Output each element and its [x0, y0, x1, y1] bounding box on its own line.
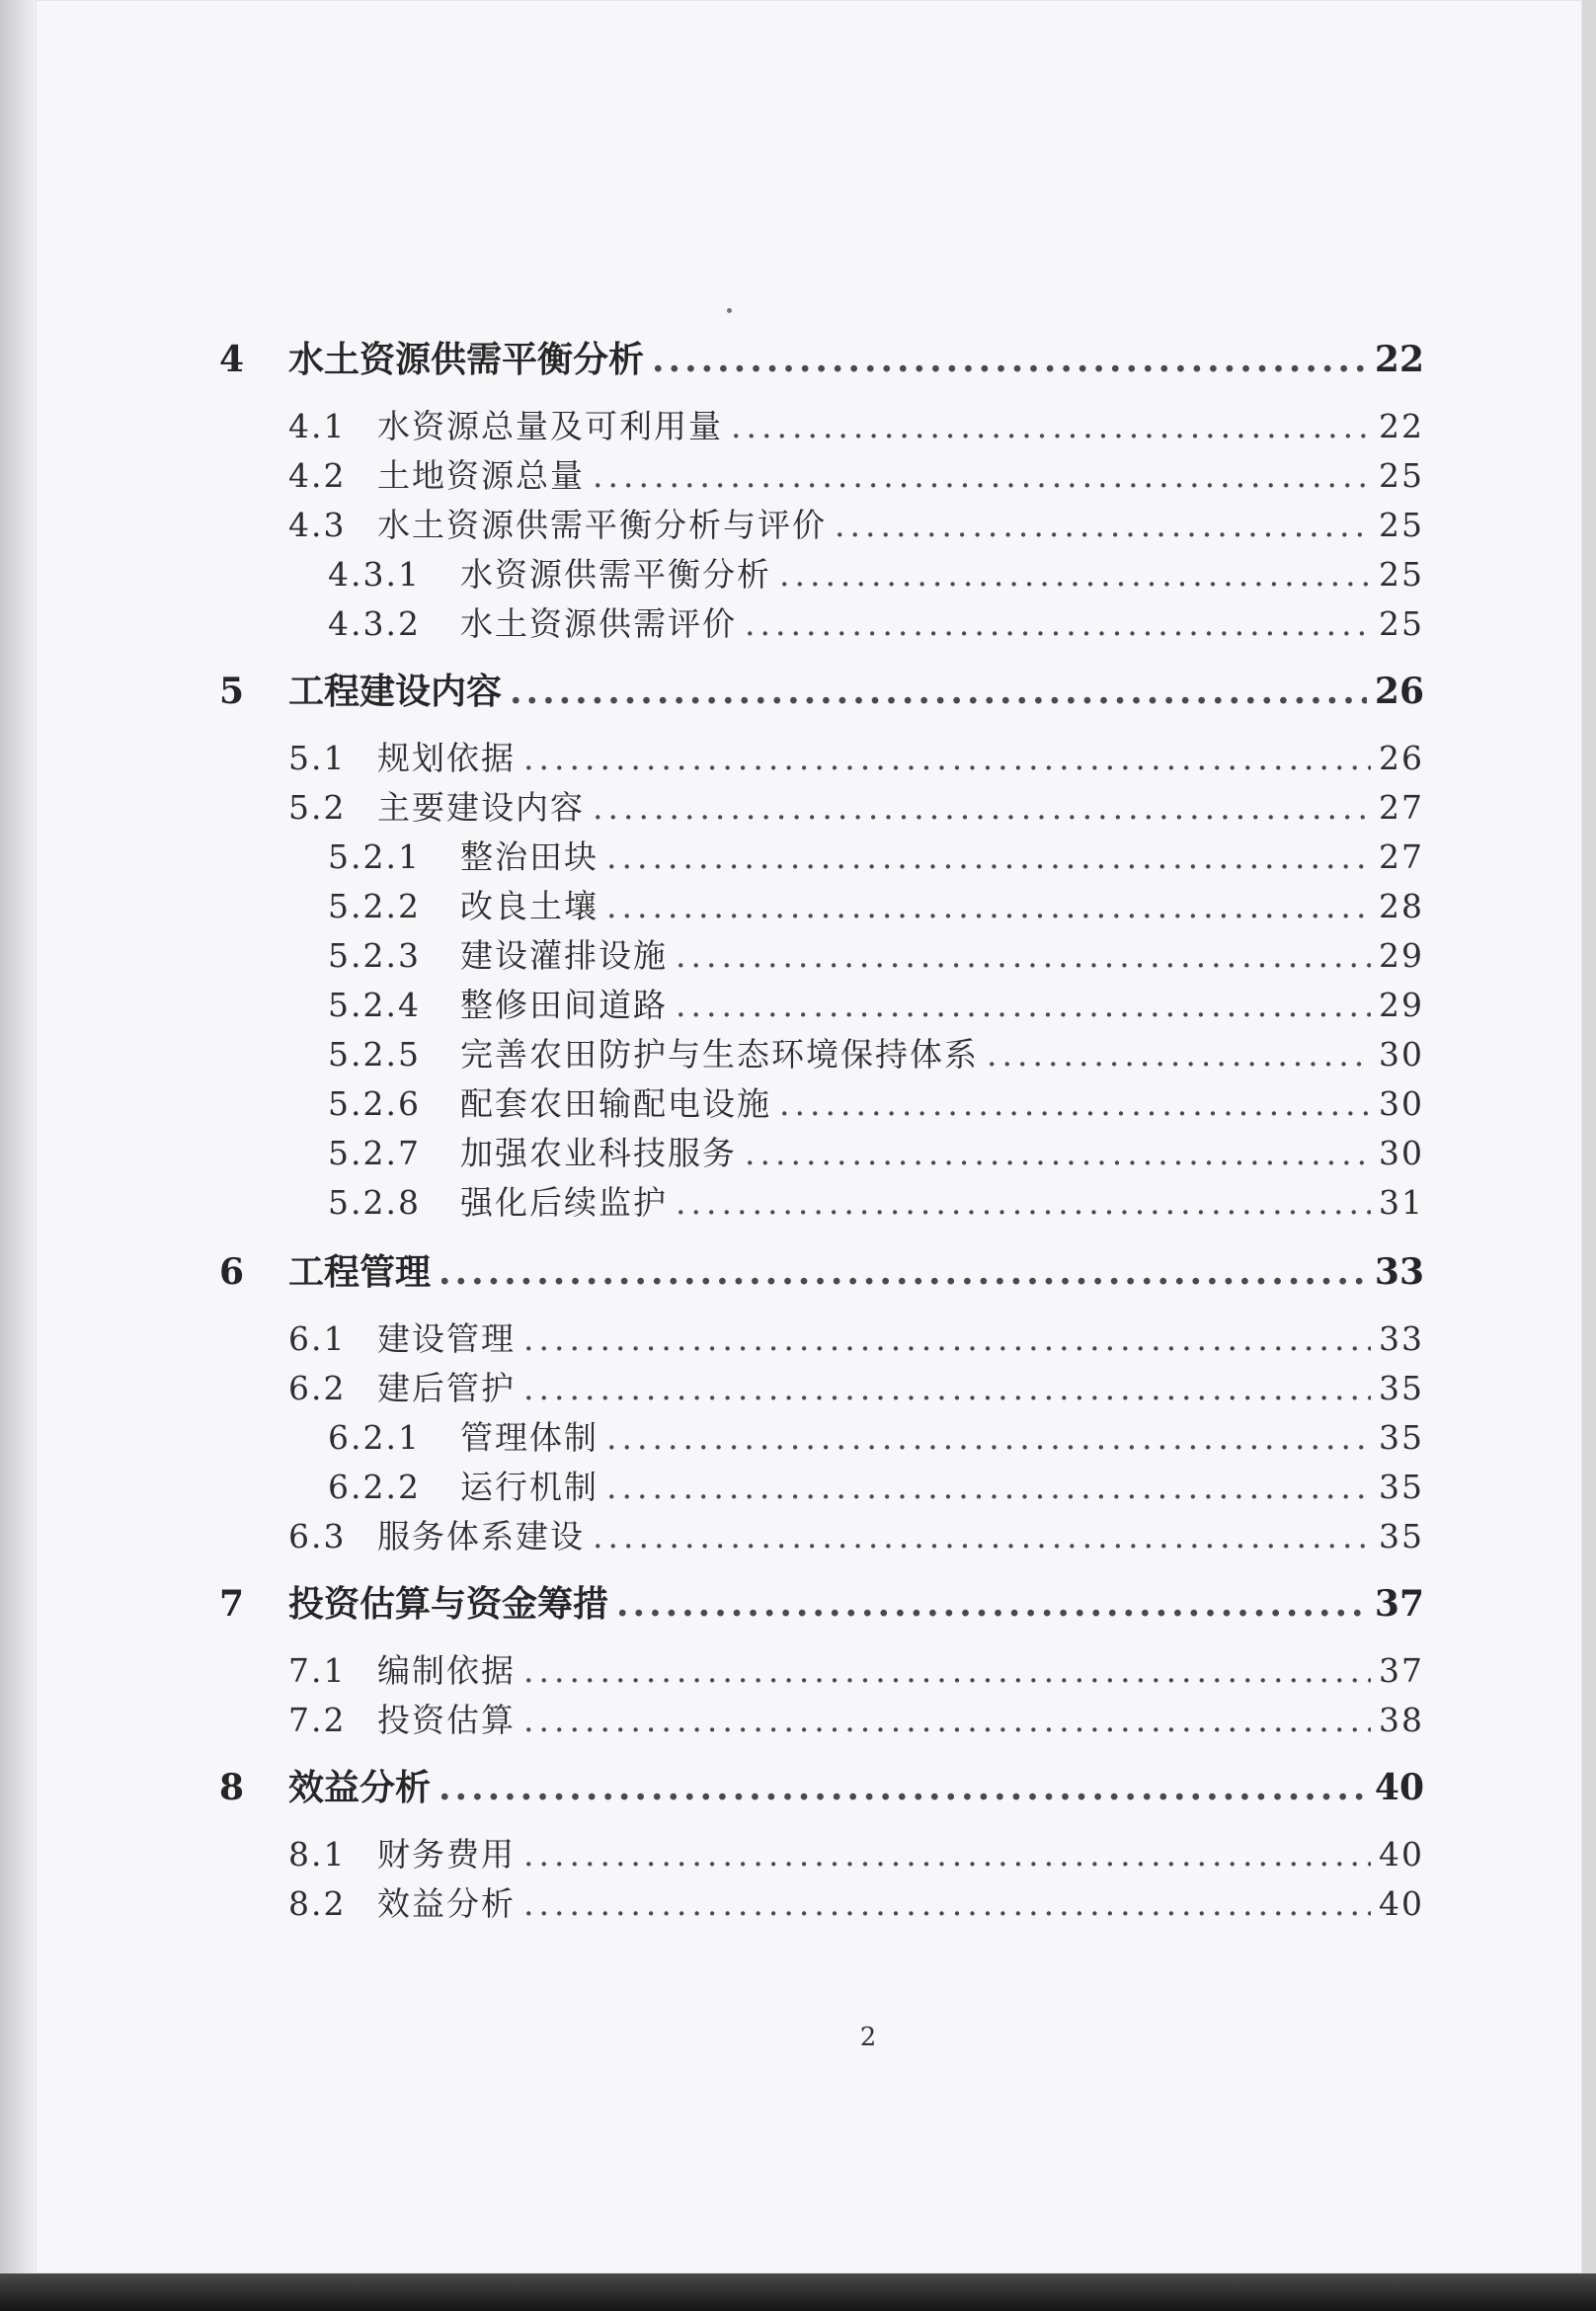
- toc-entry-page: 22: [1374, 339, 1424, 380]
- toc-entry-number: 8.1: [288, 1835, 347, 1873]
- toc-entry-page: 27: [1379, 788, 1424, 827]
- toc-entry-page: 31: [1379, 1183, 1424, 1222]
- toc-entry-page: 25: [1379, 604, 1424, 643]
- toc-entry-title: 整治田块: [460, 837, 598, 876]
- toc-entry-page: 25: [1379, 456, 1424, 495]
- toc-entry-level-1[interactable]: [219, 668, 1424, 715]
- toc-entry-level-3[interactable]: [328, 1464, 1424, 1511]
- toc-entry-page: 30: [1379, 1084, 1424, 1123]
- toc-entry-level-2[interactable]: [288, 1647, 1424, 1695]
- toc-entry-level-3[interactable]: [328, 932, 1424, 980]
- toc-dot-leader: [779, 1080, 1371, 1128]
- toc-dot-leader: [779, 551, 1371, 598]
- toc-entry-level-2[interactable]: [288, 1513, 1424, 1560]
- toc-entry-page: 35: [1379, 1517, 1424, 1555]
- toc-dot-leader: [523, 1315, 1371, 1363]
- toc-entry-number: 5.2.2: [328, 887, 421, 925]
- toc-dot-leader: [510, 668, 1367, 715]
- toc-entry-page: 25: [1379, 555, 1424, 594]
- toc-entry-number: 8: [219, 1767, 245, 1808]
- toc-entry-title: 水土资源供需平衡分析: [288, 339, 645, 380]
- page-number: 2: [859, 2023, 877, 2052]
- toc-entry-page: 35: [1379, 1369, 1424, 1407]
- toc-entry-number: 5.2.5: [328, 1035, 421, 1074]
- toc-entry-title: 运行机制: [460, 1468, 598, 1506]
- toc-entry-level-3[interactable]: [328, 1130, 1424, 1177]
- toc-entry-page: 33: [1379, 1319, 1424, 1358]
- toc-dot-leader: [606, 1414, 1371, 1462]
- toc-entry-level-1[interactable]: [219, 1248, 1424, 1296]
- toc-entry-page: 22: [1379, 407, 1424, 445]
- toc-entry-title: 规划依据: [377, 739, 516, 777]
- toc-entry-page: 35: [1379, 1418, 1424, 1457]
- toc-entry-level-2[interactable]: [288, 1697, 1424, 1744]
- scan-bottom-edge: [0, 2273, 1596, 2311]
- toc-entry-number: 6.1: [288, 1319, 347, 1358]
- toc-entry-title: 工程建设内容: [288, 671, 503, 712]
- toc-entry-level-3[interactable]: [328, 834, 1424, 881]
- table-of-contents: [36, 0, 1582, 2273]
- toc-entry-number: 6.2.2: [328, 1468, 421, 1506]
- toc-entry-title: 完善农田防护与生态环境保持体系: [460, 1035, 979, 1074]
- toc-entry-page: 29: [1379, 986, 1424, 1024]
- toc-entry-level-3[interactable]: [328, 1414, 1424, 1462]
- toc-entry-number: 5.2.1: [328, 837, 421, 876]
- toc-entry-level-2[interactable]: [288, 735, 1424, 782]
- toc-entry-page: 26: [1379, 739, 1424, 777]
- toc-dot-leader: [523, 735, 1371, 782]
- toc-entry-page: 28: [1379, 887, 1424, 925]
- toc-entry-level-3[interactable]: [328, 883, 1424, 930]
- toc-dot-leader: [593, 1513, 1371, 1560]
- toc-entry-title: 工程管理: [288, 1251, 432, 1293]
- toc-entry-page: 40: [1374, 1767, 1424, 1808]
- toc-entry-page: 30: [1379, 1035, 1424, 1074]
- toc-entry-title: 服务体系建设: [377, 1517, 585, 1555]
- toc-dot-leader: [676, 932, 1371, 980]
- toc-entry-page: 30: [1379, 1134, 1424, 1172]
- toc-entry-title: 投资估算与资金筹措: [288, 1583, 609, 1625]
- toc-dot-leader: [439, 1764, 1367, 1811]
- toc-entry-title: 效益分析: [377, 1884, 516, 1923]
- toc-entry-page: 27: [1379, 837, 1424, 876]
- toc-entry-level-3[interactable]: [328, 1080, 1424, 1128]
- toc-entry-title: 配套农田输配电设施: [460, 1084, 771, 1123]
- toc-entry-number: 4.3: [288, 506, 347, 544]
- toc-entry-title: 水土资源供需评价: [460, 604, 737, 643]
- toc-entry-title: 建设灌排设施: [460, 936, 668, 975]
- toc-entry-number: 5.1: [288, 739, 347, 777]
- toc-entry-title: 财务费用: [377, 1835, 516, 1873]
- toc-entry-title: 土地资源总量: [377, 456, 585, 495]
- toc-entry-level-2[interactable]: [288, 1365, 1424, 1412]
- toc-entry-number: 7.2: [288, 1701, 347, 1739]
- toc-entry-title: 主要建设内容: [377, 788, 585, 827]
- toc-dot-leader: [652, 336, 1367, 383]
- toc-entry-level-2[interactable]: [288, 784, 1424, 832]
- toc-entry-number: 6.2: [288, 1369, 347, 1407]
- toc-entry-level-2[interactable]: [288, 1831, 1424, 1878]
- scan-left-edge: [0, 0, 36, 2273]
- toc-entry-page: 38: [1379, 1701, 1424, 1739]
- toc-dot-leader: [731, 403, 1371, 450]
- toc-entry-number: 6.2.1: [328, 1418, 421, 1457]
- toc-entry-number: 4.3.1: [328, 555, 421, 594]
- toc-entry-level-2[interactable]: [288, 1315, 1424, 1363]
- toc-dot-leader: [676, 1179, 1371, 1227]
- toc-dot-leader: [593, 784, 1371, 832]
- toc-entry-level-3[interactable]: [328, 982, 1424, 1029]
- toc-entry-number: 5.2.7: [328, 1134, 421, 1172]
- toc-entry-level-3[interactable]: [328, 551, 1424, 598]
- toc-entry-number: 8.2: [288, 1884, 347, 1923]
- toc-entry-page: 26: [1374, 671, 1424, 712]
- toc-entry-title: 改良土壤: [460, 887, 598, 925]
- toc-entry-level-2[interactable]: [288, 403, 1424, 450]
- toc-dot-leader: [745, 600, 1371, 648]
- toc-entry-title: 效益分析: [288, 1767, 432, 1808]
- toc-dot-leader: [606, 834, 1371, 881]
- toc-entry-number: 6: [219, 1251, 245, 1293]
- document-page: [36, 0, 1582, 2273]
- toc-dot-leader: [523, 1365, 1371, 1412]
- toc-entry-title: 强化后续监护: [460, 1183, 668, 1222]
- toc-entry-page: 33: [1374, 1251, 1424, 1293]
- toc-dot-leader: [606, 1464, 1371, 1511]
- toc-entry-level-2[interactable]: [288, 502, 1424, 549]
- toc-dot-leader: [676, 982, 1371, 1029]
- toc-entry-page: 25: [1379, 506, 1424, 544]
- toc-entry-title: 投资估算: [377, 1701, 516, 1739]
- toc-entry-title: 建设管理: [377, 1319, 516, 1358]
- toc-entry-level-3[interactable]: [328, 1031, 1424, 1078]
- toc-dot-leader: [616, 1580, 1367, 1628]
- toc-entry-number: 5.2: [288, 788, 347, 827]
- toc-entry-number: 5: [219, 671, 245, 712]
- toc-entry-level-3[interactable]: [328, 1179, 1424, 1227]
- toc-entry-page: 29: [1379, 936, 1424, 975]
- toc-entry-page: 37: [1374, 1583, 1424, 1625]
- toc-dot-leader: [523, 1697, 1371, 1744]
- toc-dot-leader: [987, 1031, 1371, 1078]
- toc-entry-page: 40: [1379, 1835, 1424, 1873]
- toc-dot-leader: [745, 1130, 1371, 1177]
- toc-dot-leader: [835, 502, 1371, 549]
- toc-entry-title: 编制依据: [377, 1651, 516, 1690]
- toc-entry-title: 水资源供需平衡分析: [460, 555, 771, 594]
- toc-entry-level-2[interactable]: [288, 452, 1424, 500]
- toc-entry-title: 建后管护: [377, 1369, 516, 1407]
- toc-entry-page: 35: [1379, 1468, 1424, 1506]
- toc-entry-level-2[interactable]: [288, 1880, 1424, 1928]
- toc-entry-number: 4: [219, 339, 245, 380]
- toc-entry-page: 37: [1379, 1651, 1424, 1690]
- toc-entry-number: 7.1: [288, 1651, 347, 1690]
- toc-entry-number: 4.2: [288, 456, 347, 495]
- toc-dot-leader: [523, 1831, 1371, 1878]
- toc-entry-number: 5.2.6: [328, 1084, 421, 1123]
- toc-dot-leader: [439, 1248, 1367, 1296]
- toc-entry-page: 40: [1379, 1884, 1424, 1923]
- toc-entry-number: 6.3: [288, 1517, 347, 1555]
- toc-entry-title: 管理体制: [460, 1418, 598, 1457]
- toc-dot-leader: [523, 1647, 1371, 1695]
- toc-entry-level-1[interactable]: [219, 1580, 1424, 1628]
- toc-entry-number: 7: [219, 1583, 245, 1625]
- toc-entry-level-1[interactable]: [219, 1764, 1424, 1811]
- toc-entry-number: 4.3.2: [328, 604, 421, 643]
- toc-entry-level-3[interactable]: [328, 600, 1424, 648]
- toc-dot-leader: [523, 1880, 1371, 1928]
- toc-entry-title: 水资源总量及可利用量: [377, 407, 723, 445]
- toc-dot-leader: [593, 452, 1371, 500]
- toc-dot-leader: [606, 883, 1371, 930]
- toc-entry-number: 4.1: [288, 407, 347, 445]
- toc-entry-title: 水土资源供需平衡分析与评价: [377, 506, 827, 544]
- toc-entry-number: 5.2.4: [328, 986, 421, 1024]
- toc-entry-number: 5.2.8: [328, 1183, 421, 1222]
- toc-entry-title: 加强农业科技服务: [460, 1134, 737, 1172]
- toc-entry-level-1[interactable]: [219, 336, 1424, 383]
- toc-entry-title: 整修田间道路: [460, 986, 668, 1024]
- toc-entry-number: 5.2.3: [328, 936, 421, 975]
